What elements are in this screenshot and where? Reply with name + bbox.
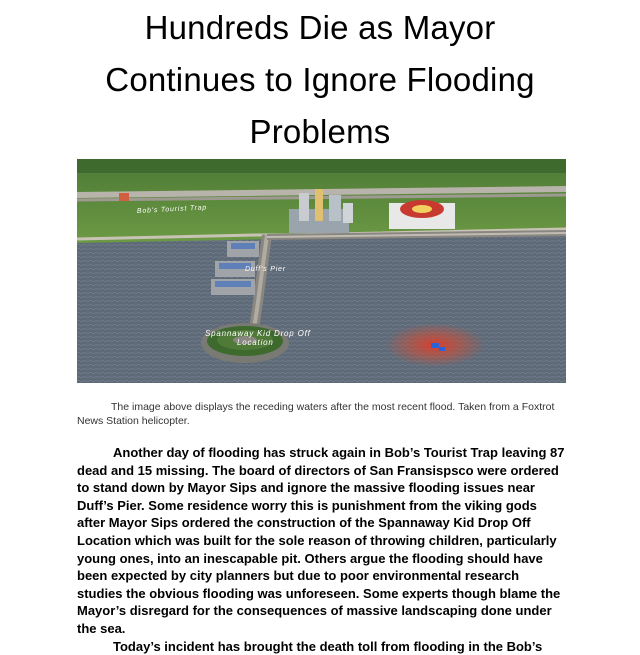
headline-line-1: Hundreds Die as Mayor: [144, 9, 496, 46]
label-duffs-pier: Duff's Pier: [245, 266, 286, 273]
caption-text: The image above displays the receding waters after the most recent flood. Taken from a Foxtrot News Station helicopter.: [77, 401, 555, 427]
article-paragraph-1: Another day of flooding has struck again in Bob’s Tourist Trap leaving 87 dead and 15 missing. The board of directors of San Fransispsco were ordered to stand down by Mayor Sips and ignore the massive flooding issues near Duff’s Pier. Some residence worry this is punishment from the viking gods after Mayor Sips ordered the construction of the Spannaway Kid Drop Off Location which was built for the sole reason of throwing children, particularly young ones, into an inescapable pit. Others argue the flooding should have been expected by city planners but due to poor environmental research studies the obvious flooding was unforeseen. Some experts though blame the Mayor’s disregard for the consequences of massive landscaping done under the sea.: [77, 445, 565, 636]
label-dropoff-line-1: Spannaway Kid Drop Off: [205, 329, 311, 338]
stadium: [389, 200, 455, 229]
label-tourist-trap: Bob's Tourist Trap: [136, 204, 208, 215]
headline-line-2: Continues to Ignore Flooding: [105, 61, 535, 98]
flood-aerial-illustration: [77, 159, 566, 383]
article-paragraph-2: Today’s incident has brought the death toll from flooding in the Bob’s: [113, 638, 543, 654]
flood-water: [77, 233, 566, 383]
label-dropoff-line-2: Location: [237, 338, 274, 347]
headline-line-3: Problems: [249, 113, 391, 150]
photo-caption: [77, 400, 566, 428]
flood-aerial-photo: [77, 159, 566, 383]
article-body: [77, 444, 568, 655]
headline: [0, 2, 640, 158]
